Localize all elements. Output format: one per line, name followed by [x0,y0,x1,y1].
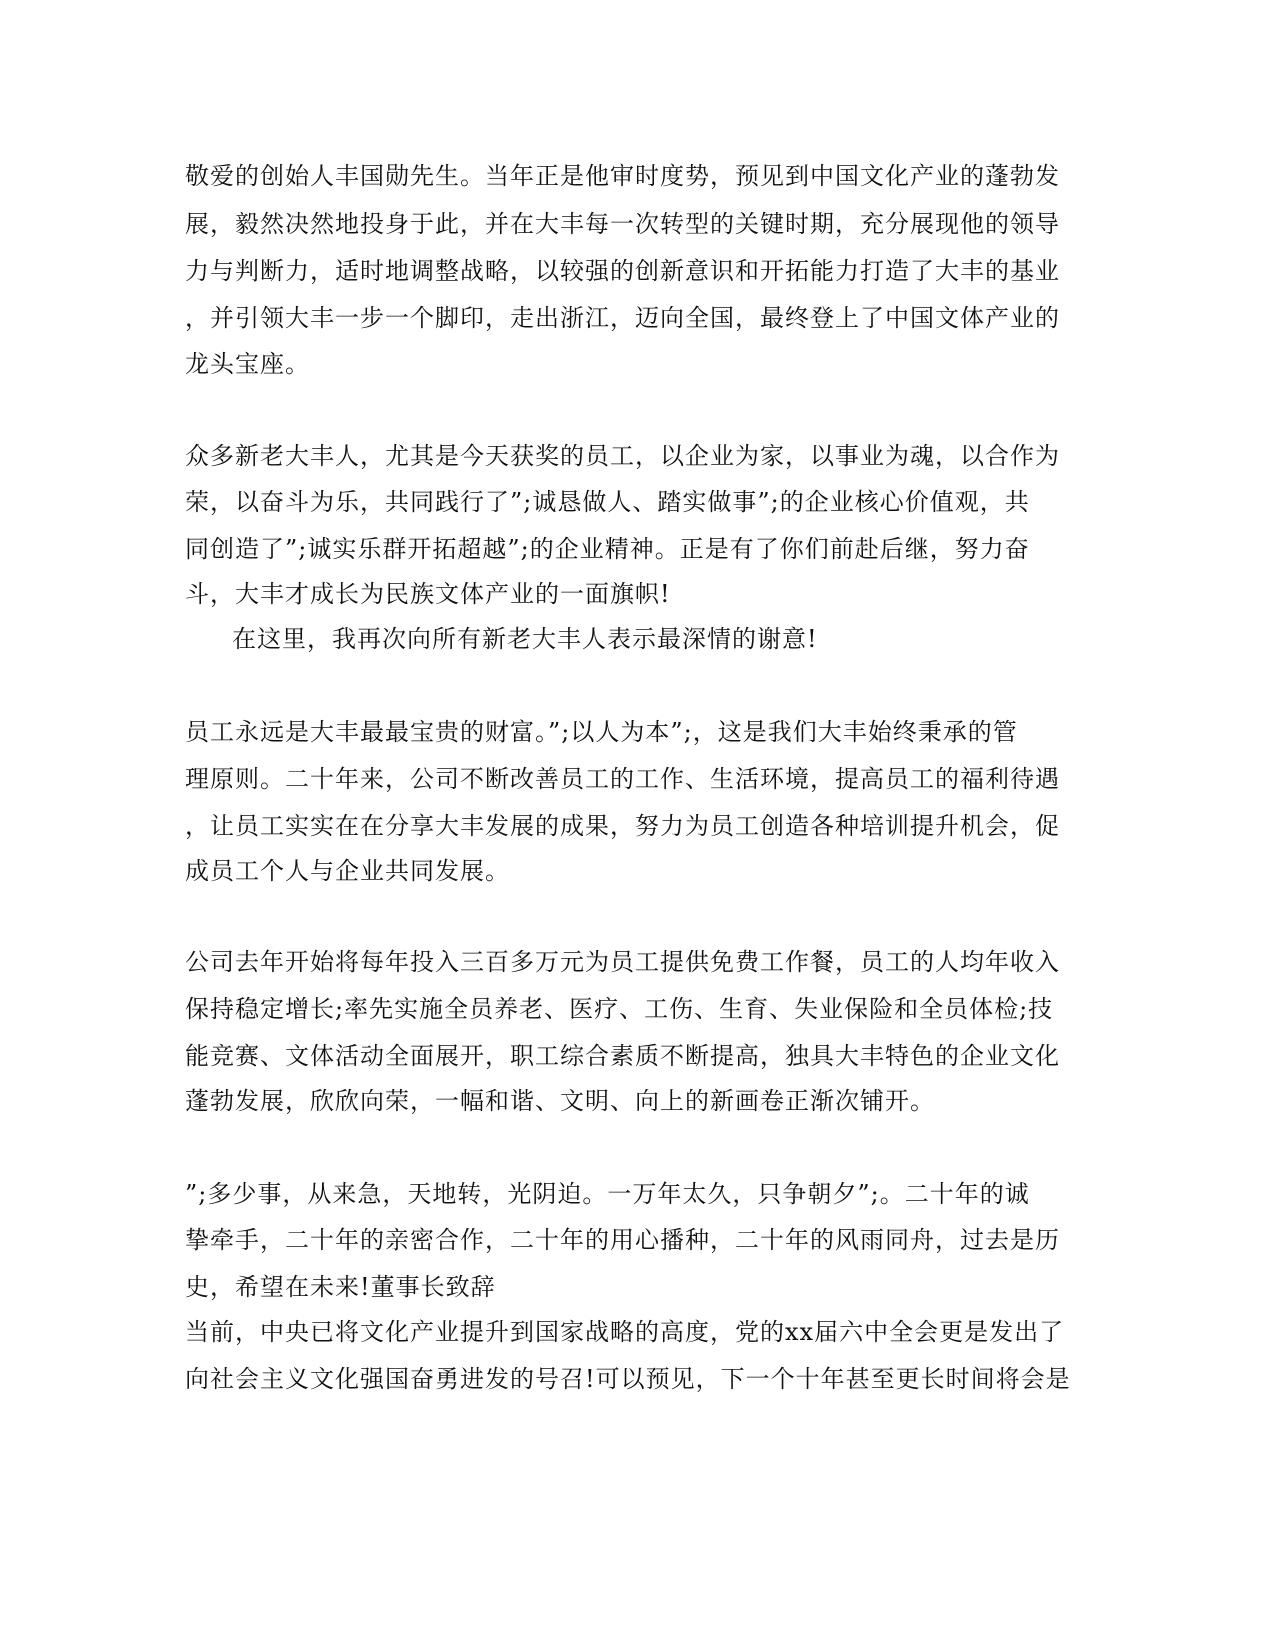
text-line: ，并引领大丰一步一个脚印，走出浙江，迈向全国，最终登上了中国文体产业的 [185,304,1060,332]
text-line: 向社会主义文化强国奋勇进发的号召!可以预见，下一个十年甚至更长时间将会是 [185,1365,1071,1393]
text-line: 公司去年开始将每年投入三百多万元为员工提供免费工作餐，员工的人均年收入 [185,948,1060,976]
text-line: 当前，中央已将文化产业提升到国家战略的高度，党的xx届六中全会更是发出了 [185,1318,1065,1346]
text-line: 荣，以奋斗为乐，共同践行了”;诚恳做人、踏实做事”;的企业核心价值观，共 [185,488,1030,516]
text-line: ，让员工实实在在分享大丰发展的成果，努力为员工创造各种培训提升机会，促 [185,812,1060,840]
text-line: 龙头宝座。 [185,350,310,378]
text-line: 员工永远是大丰最最宝贵的财富。”;以人为本”;，这是我们大丰始终秉承的管 [185,718,1018,746]
text-line: 保持稳定增长;率先实施全员养老、医疗、工伤、生育、失业保险和全员体检;技 [185,995,1054,1023]
text-line: 挚牵手，二十年的亲密合作，二十年的用心播种，二十年的风雨同舟，过去是历 [185,1226,1060,1254]
text-line: 斗，大丰才成长为民族文体产业的一面旗帜! [185,580,671,608]
text-line: 理原则。二十年来，公司不断改善员工的工作、生活环境，提高员工的福利待遇 [185,765,1060,793]
text-line: ”;多少事，从来急，天地转，光阴迫。一万年太久，只争朝夕”;。二十年的诚 [185,1180,1030,1208]
text-line: 敬爱的创始人丰国勋先生。当年正是他审时度势，预见到中国文化产业的蓬勃发 [185,162,1060,190]
text-line: 蓬勃发展，欣欣向荣，一幅和谐、文明、向上的新画卷正渐次铺开。 [185,1087,935,1115]
text-line: 在这里，我再次向所有新老大丰人表示最深情的谢意! [232,625,818,653]
text-line: 成员工个人与企业共同发展。 [185,857,510,885]
text-line: 能竞赛、文体活动全面展开，职工综合素质不断提高，独具大丰特色的企业文化 [185,1042,1060,1070]
text-line: 力与判断力，适时地调整战略，以较强的创新意识和开拓能力打造了大丰的基业 [185,257,1060,285]
text-line: 同创造了”;诚实乐群开拓超越”;的企业精神。正是有了你们前赴后继，努力奋 [185,535,1030,563]
text-line: 展，毅然决然地投身于此，并在大丰每一次转型的关键时期，充分展现他的领导 [185,210,1060,238]
text-line: 众多新老大丰人，尤其是今天获奖的员工，以企业为家，以事业为魂，以合作为 [185,442,1060,470]
text-line: 史，希望在未来!董事长致辞 [185,1273,496,1301]
